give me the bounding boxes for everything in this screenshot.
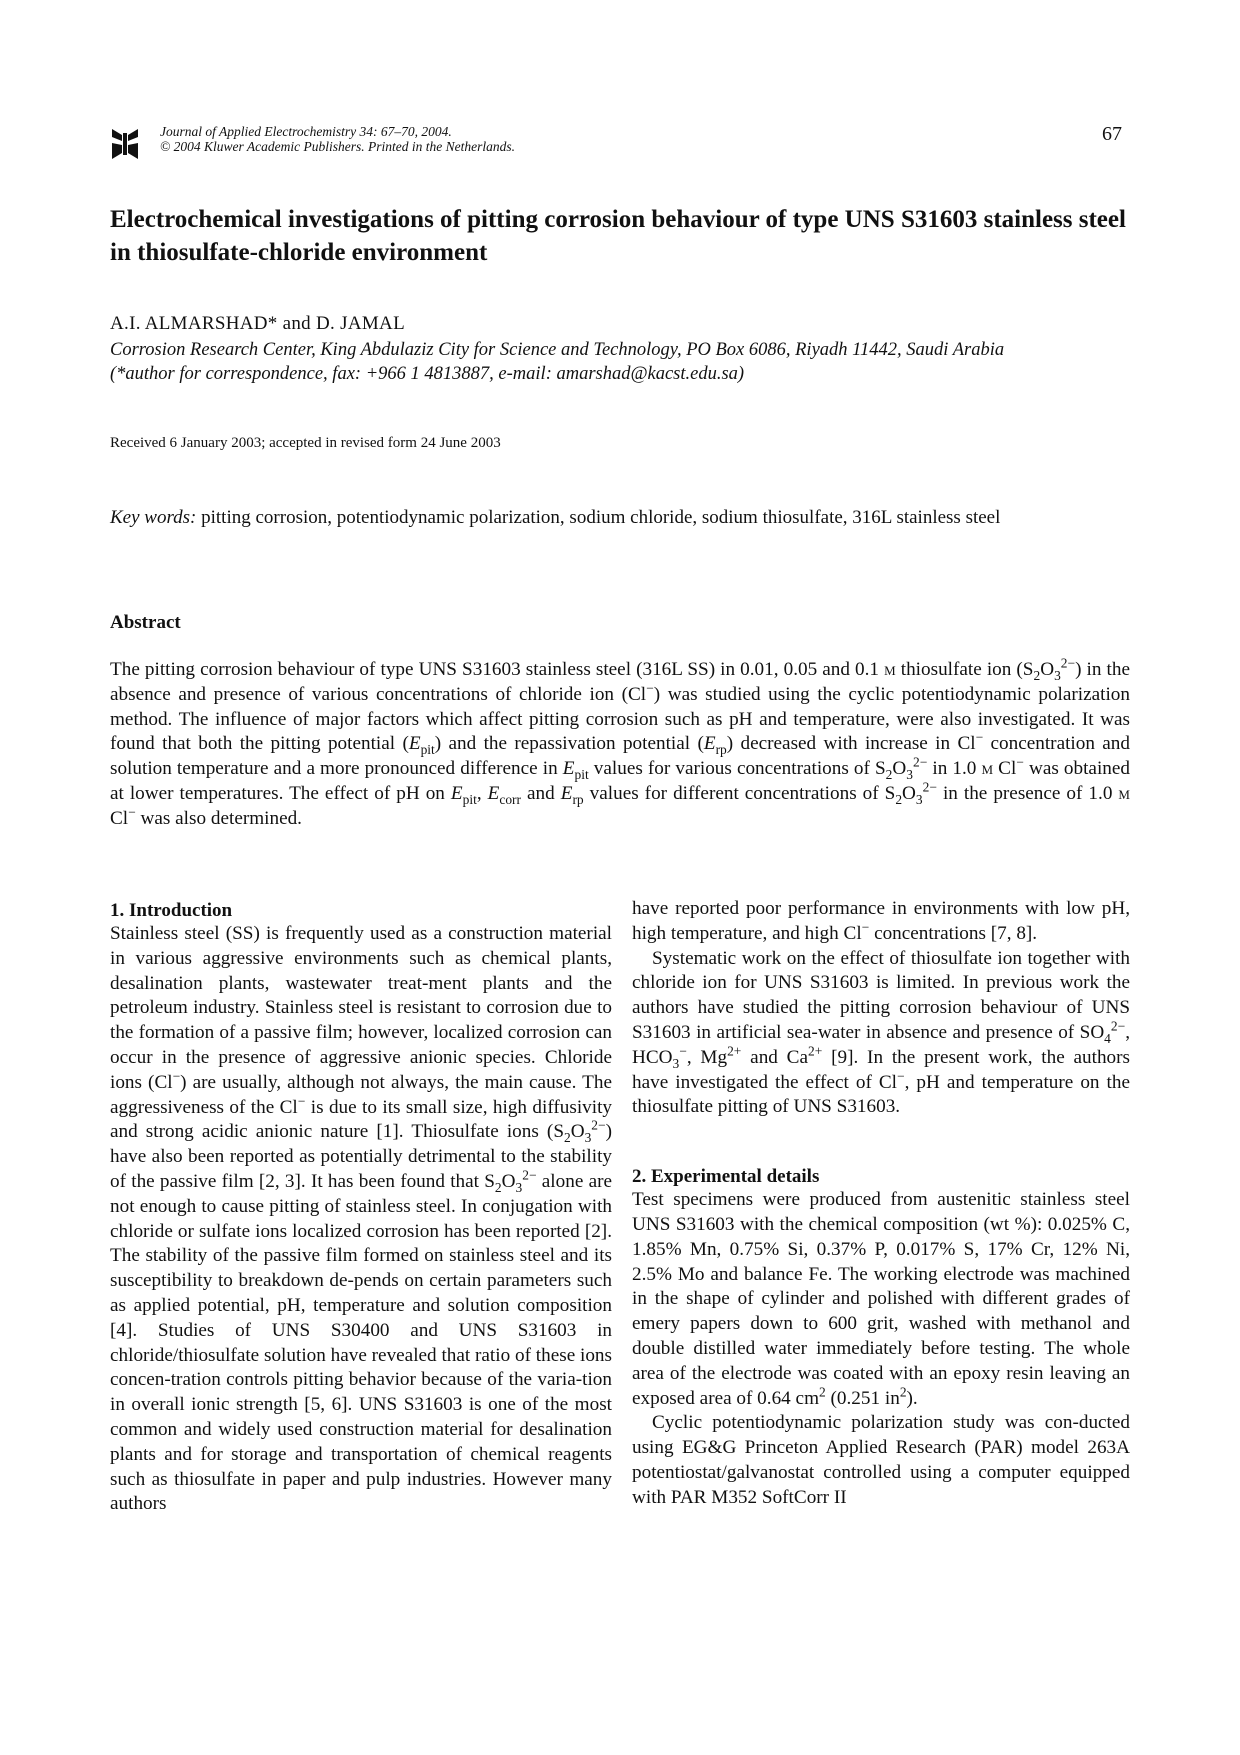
right-column	[632, 900, 1130, 1511]
introduction-paragraph-2: Systematic work on the effect of thiosulfate ion together with chloride ion for UNS S31603 is limited. In previous work the authors have studied the pitting corrosion behaviour of UNS S31603 in artificial sea-water in absence and presence of $SO_4^{2-}$, $HCO_3^-$, $Mg^{2+}$ and $Ca^{2+}$ [9]. In the present work, the authors have investigated the effect of Cl−, pH and temperature on the thiosulfate pitting of UNS S31603.	[632, 947, 1130, 1118]
correspondence: (*author for correspondence, fax: +966 1 4813887, e-mail: amarshad@kacst.edu.sa)	[110, 364, 745, 384]
keywords-label: Key words:	[110, 507, 197, 528]
page-number: 67	[1102, 123, 1122, 145]
received-dates: Received 6 January 2003; accepted in revised form 24 June 2003	[110, 435, 501, 451]
affiliation-block	[110, 338, 1130, 386]
keywords	[110, 505, 1130, 530]
abstract-text: The pitting corrosion behaviour of type UNS S31603 stainless steel (316L SS) in 0.01, 0.05 and 0.1 m thiosulfate ion $(S_2O_3^{2-})$ in the absence and presence of various concentrations of chloride ion (Cl−) was studied using the cyclic potentiodynamic polarization method. The influence of major factors which affect pitting corrosion such as pH and temperature, were also investigated. It was found that both the pitting potential $(E_{pit})$ and the repassivation potential $(E_{rp})$ decreased with increase in Cl− concentration and solution temperature and a more pronounced difference in $E_{pit}$ values for various concentrations of $S_2O_3^{2-}$ in 1.0 m Cl− was obtained at lower temperatures. The effect of pH on $E_{pit}$, $E_{corr}$ and $E_{rp}$ values for different concentrations of $S_2O_3^{2-}$ in the presence of 1.0 m Cl− was also determined.	[110, 655, 1130, 829]
introduction-heading: 1. Introduction	[110, 900, 233, 921]
journal-citation: Journal of Applied Electrochemistry 34: 67–70, 2004.	[160, 124, 452, 139]
affiliation: Corrosion Research Center, King Abdulaziz City for Science and Technology, PO Box 6086, Riyadh 11442, Saudi Arabia	[110, 340, 1005, 360]
left-column	[110, 900, 612, 1517]
experimental-heading: 2. Experimental details	[632, 1166, 820, 1188]
introduction-paragraph-continued: have reported poor performance in environments with low pH, high temperature, and high Cl− concentrations [7, 8].	[632, 898, 1130, 944]
copyright-line: © 2004 Kluwer Academic Publishers. Printed in the Netherlands.	[160, 139, 515, 154]
abstract-heading: Abstract	[110, 612, 181, 633]
paper-title: Electrochemical investigations of pitting corrosion behaviour of type UNS S31603 stainless steel in thiosulfate-chloride environment	[110, 206, 1126, 266]
experimental-paragraph-1: Test specimens were produced from austenitic stainless steel UNS S31603 with the chemical composition (wt %): 0.025% C, 1.85% Mn, 0.75% Si, 0.37% P, 0.017% S, 17% Cr, 12% Ni, 2.5% Mo and balance Fe. The working electrode was machined in the shape of cylinder and polished with different grades of emery papers down to 600 grit, washed with methanol and double distilled water immediately before testing. The whole area of the electrode was coated with an epoxy resin leaving an exposed area of 0.64 $cm^2$ (0.251 $in^2$).	[632, 1189, 1130, 1409]
authors: A.I. ALMARSHAD* and D. JAMAL	[110, 313, 405, 334]
keywords-text: pitting corrosion, potentiodynamic polarization, sodium chloride, sodium thiosulfate, 316L stainless steel	[201, 507, 1001, 528]
experimental-paragraph-2: Cyclic potentiodynamic polarization study was con-ducted using EG&G Princeton Applied Research (PAR) model 263A potentiostat/galvanostat controlled using a computer equipped with PAR M352 SoftCorr II	[632, 1412, 1130, 1508]
publisher-logo-icon	[110, 125, 140, 161]
introduction-paragraph: Stainless steel (SS) is frequently used as a construction material in various aggressive environments such as chemical plants, desalination plants, wastewater treat-ment plants and the petroleum industry. Stainless steel is resistant to corrosion due to the formation of a passive film; however, localized corrosion can occur in the presence of aggressive anionic species. Chloride ions (Cl−) are usually, although not always, the main cause. The aggressiveness of the Cl− is due to its small size, high diffusivity and strong acidic anionic nature [1]. Thiosulfate ions $(S_2O_3^{2-})$ have also been reported as potentially detrimental to the stability of the passive film [2, 3]. It has been found that $S_2O_3^{2-}$ alone are not enough to cause pitting of stainless steel. In conjugation with chloride or sulfate ions localized corrosion has been reported [2]. The stability of the passive film formed on stainless steel and its susceptibility to breakdown de-pends on certain parameters such as applied potential, pH, temperature and solution composition [4]. Studies of UNS S30400 and UNS S31603 in chloride/thiosulfate solution have revealed that ratio of these ions concen-tration controls pitting behavior because of the varia-tion in overall ionic strength [5, 6]. UNS S31603 is one of the most common and widely used construction material for desalination plants and for storage and transportation of chemical reagents such as thiosulfate in paper and pulp industries. However many authors	[110, 923, 613, 1515]
